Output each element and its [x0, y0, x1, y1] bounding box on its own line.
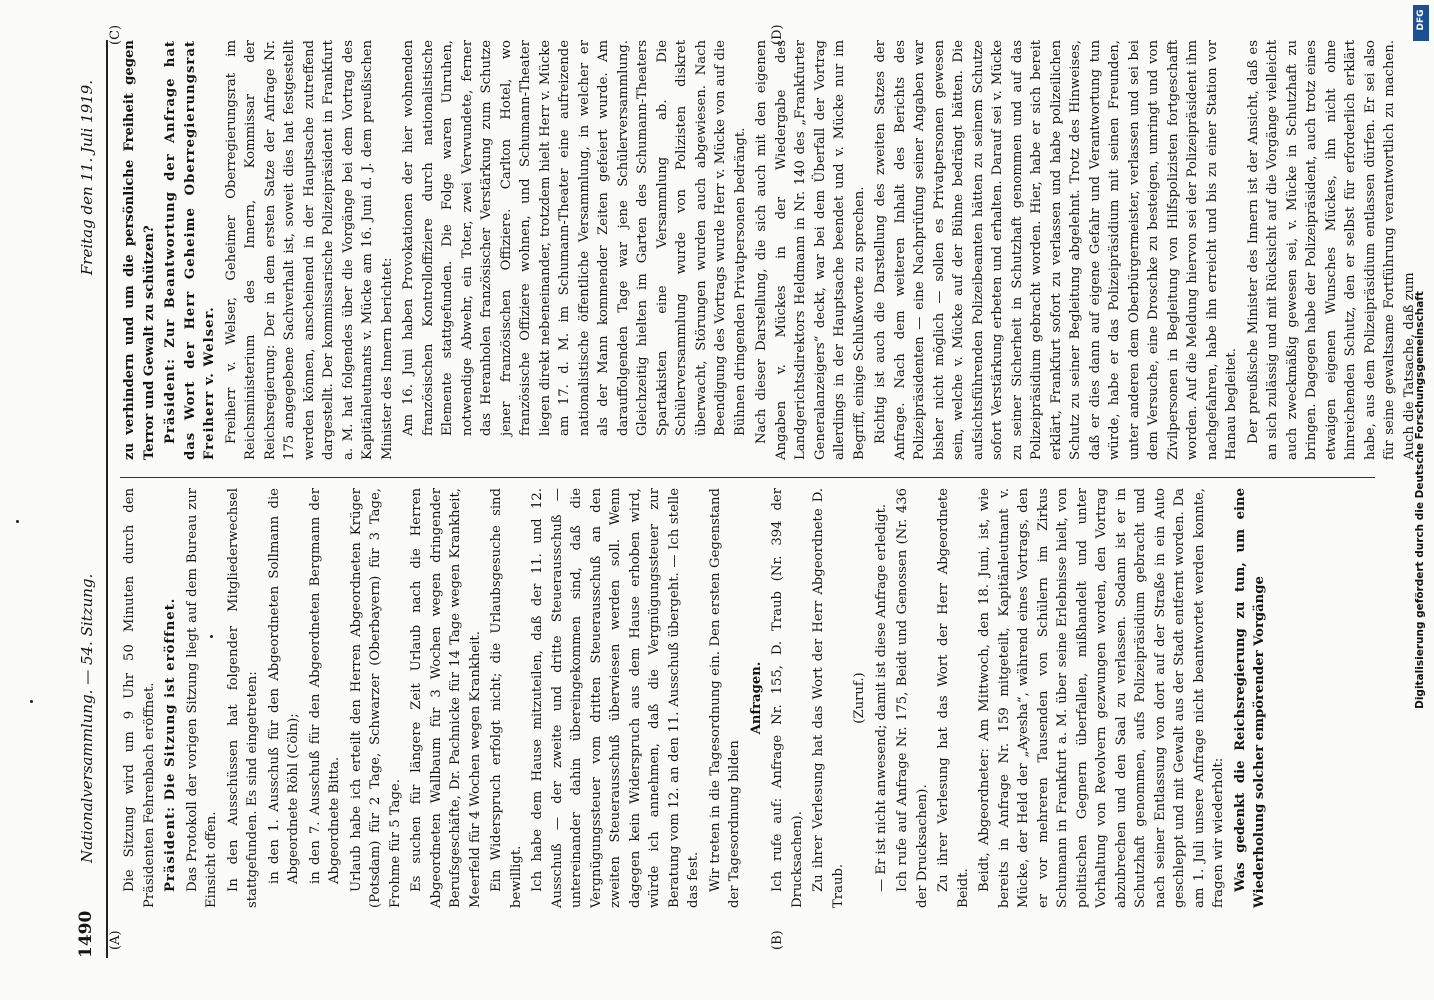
margin-marker-b: (B)	[770, 930, 785, 950]
header-left-title: Nationalversammlung. — 54. Sitzung.	[78, 573, 96, 863]
margin-marker-a: (A)	[108, 930, 123, 950]
paragraph: — Er ist nicht anwesend; damit ist diese Anfrage erledigt.	[873, 503, 889, 892]
page-number: 1490	[76, 910, 96, 958]
scan-speck	[30, 700, 33, 703]
paragraph: Die Sitzung wird um 9 Uhr 50 Minuten durch den Präsidenten Fehrenbach eröffnet.	[122, 488, 157, 908]
paragraph: Ich rufe auf: Anfrage Nr. 155, D. Traub (Nr. 394 der Drucksachen).	[770, 488, 805, 908]
paragraph: Was gedenkt die Reichsregierung zu tun, um eine Wiederholung solcher empörender Vorgänge	[1232, 488, 1267, 908]
paragraph: Präsident: Die Sitzung ist eröffnet.	[163, 597, 178, 892]
paragraph: Ich habe dem Hause mitzuteilen, daß der 11. und 12. Ausschuß — der zweite und dritte Steuerausschuß — untereinander dahin übereingekommen sind, daß die Vergnügungssteuer vom dritten Steuerausschuß an den zweiten Steuerausschuß überwiesen werden soll. Wenn dagegen kein Widerspruch aus dem Hause erhoben wird, würde ich annehmen, daß die Vergnügungssteuer zur Beratung vom 12. an den 11. Ausschuß übergeht. — Ich stelle das fest.	[530, 488, 701, 908]
paragraph: Beidt, Abgeordneter: Am Mittwoch, den 18. Juni, ist, wie bereits in Anfrage Nr. 159 mitgeteilt, Kapitänleutnant v. Mücke, der Held der „Ayesha“, während eines Vortrags, den er vor mehreren Tausenden von Schülern im Zirkus Schumann in Frankfurt a. M. über seine Erlebnisse hielt, von politischen Gegnern überfallen, mißhandelt und unter Vorhaltung von Revolvern gezwungen worden, den Vortrag abzubrechen und den Saal zu verlassen. Sodann ist er in Schutzhaft genommen, aufs Polizeipräsidium gebracht und nach seiner Entlassung von dort auf der Straße in ein Auto geschleppt und mit Gewalt aus der Stadt entfernt worden. Da am 1. Juli unsere Anfrage nicht beantwortet werden konnte, fragen wir wiederholt:	[977, 488, 1226, 908]
margin-marker-c: (C)	[108, 24, 123, 45]
scan-speck	[16, 520, 19, 523]
dfg-logo-icon	[1413, 5, 1429, 41]
paragraph: Urlaub habe ich erteilt den Herren Abgeordneten Krüger (Potsdam) für 2 Tage, Schwarzer (Oberbayern) für 3 Tage, Frohme für 5 Tage.	[348, 488, 403, 908]
paragraph: Nach dieser Darstellung, die sich auch mit den eigenen Angaben v. Mückes in der Wiedergabe des Landgerichtsdirektors Heldmann in Nr. 140 des „Frankfurter Generalanzeigers“ deckt, war bei dem Überfall der Vortrag allerdings in der Hauptsache beendet und v. Mücke nur im Begriff, einige Schlußworte zu sprechen.	[754, 40, 867, 460]
scan-speck	[210, 635, 213, 638]
paragraph: Präsident: Zur Beantwortung der Anfrage hat das Wort der Herr Geheime Oberregierungsrat Freiherr v. Welser.	[163, 40, 217, 460]
margin-marker-d: (D)	[770, 24, 785, 45]
quoted-report: Am 16. Juni haben Provokationen der hier wohnenden französischen Kontrolloffiziere durch nationalistische Elemente stattgefunden. Die Folge waren Unruhen, notwendige Abwehr, ein Toter, zwei Verwundete, ferner das Heranholen französischer Verstärkung zum Schutze jener französischen Offiziere. Carlton Hotel, wo französische Offiziere wohnen, und Schumann-Theater liegen direkt nebeneinander, trotzdem hielt Herr v. Mücke am 17. d. M. im Schumann-Theater eine aufreizende nationalistische öffentliche Versammlung, in welcher er als der Mann kommender Zeiten gefeiert wurde. Am darauffolgenden Tage war jene Schülerversammlung. Gleichzeitig hielten im Garten des Schumann-Theaters Spartakisten eine Versammlung ab. Die Schülerversammlung wurde von Polizisten diskret überwacht, Störungen wurden auch abgewiesen. Nach Beendigung des Vortrags wurde Herr v. Mücke von auf die Bühnen dringenden Privatpersonen bedrängt.	[401, 40, 748, 436]
paragraph: Zu ihrer Verlesung hat das Wort der Herr Abgeordnete Beidt.	[936, 488, 971, 908]
paragraph: in den 1. Ausschuß für den Abgeordneten Sollmann die Abgeordnete Röhl (Cöln);	[266, 488, 301, 884]
paragraph: Zu ihrer Verlesung hat das Wort der Herr Abgeordnete D. Traub.	[811, 488, 846, 908]
paragraph: Ein Widerspruch erfolgt nicht; die Urlaubsgesuche sind bewilligt.	[489, 488, 524, 908]
paragraph: Das Protokoll der vorigen Sitzung liegt auf dem Bureau zur Einsicht offen.	[184, 488, 219, 908]
paragraph: Wir treten in die Tagesordnung ein. Den ersten Gegenstand der Tagesordnung bilden	[707, 488, 742, 908]
left-text-column	[120, 488, 1272, 908]
digitization-credit: Digitalisierung gefördert durch die Deutsche Forschungsgemeinschaft	[1414, 291, 1426, 709]
page-header	[72, 40, 108, 958]
paragraph: in den 7. Ausschuß für den Abgeordneten Bergmann der Abgeordnete Bitta.	[307, 488, 342, 884]
paragraph: Der preußische Minister des Innern ist der Ansicht, daß es an sich zulässig und mit Rücksicht auf die Vorgänge vielleicht auch zweckmäßig gewesen sei, v. Mücke in Schutzhaft zu bringen. Dagegen habe der Polizeipräsident, auch trotz eines etwaigen eigenen Wunsches Mückes, ihn nicht ohne hinreichenden Schutz, den er selbst für erforderlich erklärt habe, aus dem Polizeipräsidium entlassen dürfen. Er sei also für seine gewaltsame Fortführung verantwortlich zu machen. Auch die Tatsache, daß zum	[1245, 40, 1417, 460]
right-text-column	[120, 40, 1421, 460]
column-divider	[120, 477, 1375, 478]
paragraph: Es suchen für längere Zeit Urlaub nach die Herren Abgeordneten Wallbaum für 3 Wochen wegen dringender Berufsgeschäfte, Dr. Pachnicke für 14 Tage wegen Krankheit, Meerfeld für 4 Wochen wegen Krankheit.	[409, 488, 483, 908]
paragraph: Richtig ist auch die Darstellung des zweiten Satzes der Anfrage. Nach dem weiteren Inhalt des Berichts des Polizeipräsidenten — eine Nachprüfung seiner Angaben war bisher nicht möglich — sollen es Privatpersonen gewesen sein, welche v. Mücke auf der Bühne bedrängt hätten. Die aufsichtsführenden Polizeibeamten hätten zu seinem Schutze sofort Verstärkung erbeten und erhalten. Darauf sei v. Mücke zu seiner Sicherheit in Schutzhaft genommen und auf das Polizeipräsidium gebracht worden. Hier, habe er sich bereit erklärt, Frankfurt sofort zu verlassen und habe polizeilichen Schutz zu seiner Begleitung abgelehnt. Trotz des Hinweises, daß er dies dann auf eigene Gefahr und Verantwortung tun würde, habe er das Polizeipräsidium mit seinen Freunden, unter anderen dem Oberbürgermeister, verlassen und sei bei dem Versuche, eine Droschke zu besteigen, umringt und von Zivilpersonen in Begleitung von Hilfspolizisten fortgeschafft worden. Auf die Meldung hiervon sei der Polizeipräsident ihm nachgefahren, habe ihn erreicht und bis zu einer Station vor Hanau begleitet.	[873, 40, 1239, 460]
paragraph: In den Ausschüssen hat folgender Mitgliederwechsel stattgefunden. Es sind eingetreten:	[225, 488, 260, 908]
paragraph: zu verhindern und um die persönliche Freiheit gegen Terror und Gewalt zu schützen?	[122, 40, 157, 460]
paragraph: Freiherr v. Welser, Geheimer Oberregierungsrat im Reichsministerium des Innern, Kommissar der Reichsregierung: Der in dem ersten Satze der Anfrage Nr. 175 angegebene Sachverhalt ist, soweit dies hat festgestellt werden können, anscheinend in der Hauptsache zutreffend dargestellt. Der kommissarische Polizeipräsident in Frankfurt a. M. hat folgendes über die Vorgänge bei dem Vortrag des Kapitänleutnants v. Mücke am 16. Juni d. J. dem preußischen Minister des Innern berichtet:	[223, 40, 395, 460]
header-right-title: Freitag den 11. Juli 1919.	[78, 80, 96, 276]
paragraph: Ich rufe auf Anfrage Nr. 175, Beidt und Genossen (Nr. 436 der Drucksachen).	[895, 488, 930, 908]
dfg-badge-text: DFG	[1416, 9, 1426, 31]
interjection: (Zuruf.)	[852, 672, 867, 724]
section-heading: Anfragen.	[748, 661, 764, 735]
